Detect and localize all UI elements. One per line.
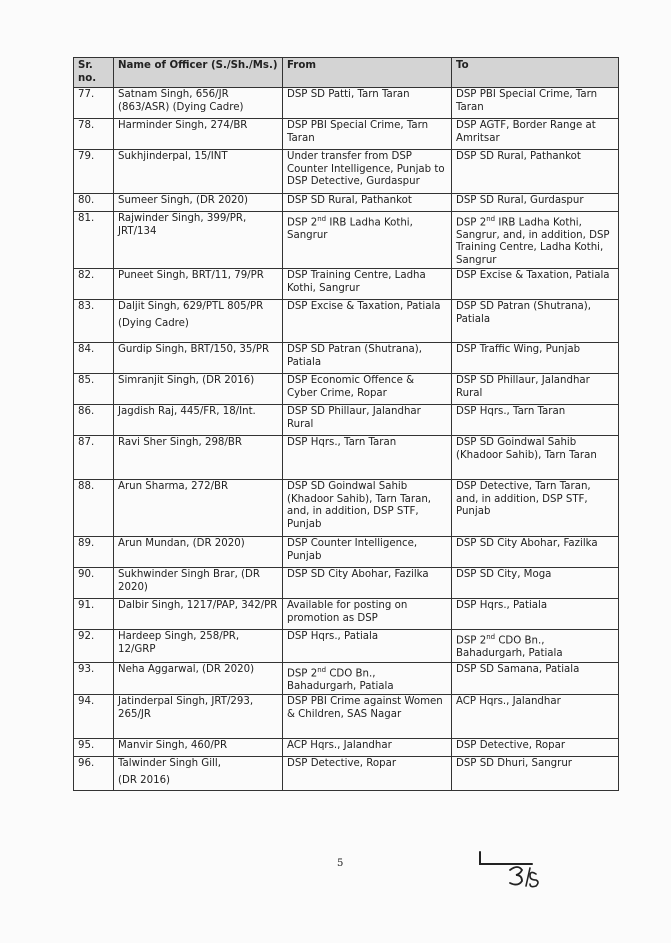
cell-from-text: DSP 2: [287, 668, 318, 680]
cell-name-text: Jatinderpal Singh, JRT/293, 265/JR: [118, 696, 254, 720]
cell-from-text: DSP Counter Intelligence, Punjab: [287, 538, 418, 562]
cell-to-text: DSP SD Rural, Pathankot: [456, 151, 581, 162]
cell-name: [114, 630, 283, 662]
cell-sr-text: 83.: [78, 301, 95, 313]
table-row: [74, 119, 619, 150]
cell-sr-text: 92.: [78, 631, 95, 643]
cell-to: [452, 194, 619, 212]
table-row: [74, 599, 619, 630]
cell-sr: [74, 119, 114, 150]
cell-name: [114, 374, 283, 405]
cell-to: [452, 480, 619, 537]
cell-from-text: DSP SD Rural, Pathankot: [287, 195, 412, 206]
header-to: To: [452, 58, 619, 88]
cell-from: [283, 300, 452, 343]
cell-from: [283, 630, 452, 662]
cell-sr: [74, 537, 114, 568]
table-row: [74, 568, 619, 599]
cell-to: [452, 88, 619, 119]
cell-sr: [74, 568, 114, 599]
cell-name-text: Sumeer Singh, (DR 2020): [118, 195, 249, 206]
cell-name-text: Arun Sharma, 272/BR: [118, 481, 229, 493]
cell-sr: [74, 88, 114, 119]
cell-sr-text: 94.: [78, 696, 95, 708]
cell-from: [283, 212, 452, 269]
cell-from: [283, 405, 452, 436]
table-row: [74, 269, 619, 300]
cell-name-extra-line: (DR 2016): [118, 774, 171, 786]
cell-to-text: DSP SD Goindwal Sahib (Khadoor Sahib), Tarn Taran: [456, 437, 597, 461]
cell-name-text: Rajwinder Singh, 399/PR, JRT/134: [118, 213, 247, 237]
cell-sr-text: 85.: [78, 375, 95, 387]
cell-from: [283, 194, 452, 212]
cell-to: [452, 343, 619, 374]
cell-name: [114, 300, 283, 343]
cell-to-text: DSP AGTF, Border Range at Amritsar: [456, 120, 596, 144]
cell-to: [452, 757, 619, 791]
cell-name: [114, 119, 283, 150]
cell-from-text: DSP Hqrs., Patiala: [287, 631, 379, 643]
cell-from: [283, 150, 452, 194]
cell-name-text: Hardeep Singh, 258/PR, 12/GRP: [118, 631, 240, 655]
cell-to-text: DSP Hqrs., Patiala: [456, 600, 548, 612]
table-row: [74, 194, 619, 212]
handwritten-signature: [474, 846, 554, 896]
cell-sr: [74, 150, 114, 194]
cell-to: [452, 269, 619, 300]
cell-name: [114, 537, 283, 568]
cell-name-text: Simranjit Singh, (DR 2016): [118, 375, 255, 387]
cell-name: [114, 599, 283, 630]
cell-sr-text: 81.: [78, 213, 95, 224]
cell-to-text: DSP SD Dhuri, Sangrur: [456, 758, 572, 770]
cell-name: [114, 150, 283, 194]
cell-name-text: Jagdish Raj, 445/FR, 18/Int.: [118, 406, 256, 418]
cell-from: [283, 599, 452, 630]
cell-from-text: DSP SD Phillaur, Jalandhar Rural: [287, 406, 421, 430]
cell-name: [114, 695, 283, 739]
cell-from: [283, 480, 452, 537]
cell-name-text: Manvir Singh, 460/PR: [118, 740, 228, 752]
cell-name-text: Talwinder Singh Gill,: [118, 758, 221, 770]
cell-name: [114, 480, 283, 537]
cell-from-text: DSP 2: [287, 217, 318, 229]
cell-from-superscript: nd: [317, 215, 327, 223]
cell-from-text: DSP SD Patran (Shutrana), Patiala: [287, 344, 422, 368]
page-number: 5: [337, 858, 344, 869]
cell-to: [452, 405, 619, 436]
cell-sr: [74, 269, 114, 300]
cell-sr-text: 84.: [78, 344, 95, 356]
cell-from-text: DSP SD Patti, Tarn Taran: [287, 89, 410, 100]
cell-from-text: ACP Hqrs., Jalandhar: [287, 740, 392, 752]
cell-from-text: Available for posting on promotion as DSP: [287, 600, 408, 624]
cell-to: [452, 599, 619, 630]
cell-sr: [74, 436, 114, 480]
cell-sr: [74, 695, 114, 739]
cell-to: [452, 695, 619, 739]
table-row: [74, 150, 619, 194]
cell-to-text: DSP Excise & Taxation, Patiala: [456, 270, 610, 282]
table-row: [74, 695, 619, 739]
header-from: From: [283, 58, 452, 88]
cell-name: [114, 343, 283, 374]
cell-from: [283, 374, 452, 405]
cell-from: [283, 537, 452, 568]
table-row: [74, 374, 619, 405]
cell-from: [283, 269, 452, 300]
cell-name: [114, 405, 283, 436]
table-row: [74, 662, 619, 694]
cell-sr-text: 86.: [78, 406, 95, 418]
header-name: Name of Officer (S./Sh./Ms.): [114, 58, 283, 88]
cell-to-text: DSP SD Phillaur, Jalandhar Rural: [456, 375, 590, 399]
cell-from: [283, 119, 452, 150]
cell-name-text: Harminder Singh, 274/BR: [118, 120, 248, 131]
table-row: [74, 405, 619, 436]
cell-sr-text: 89.: [78, 538, 95, 550]
cell-to: [452, 374, 619, 405]
cell-sr-text: 82.: [78, 270, 95, 282]
cell-sr: [74, 630, 114, 662]
cell-to-superscript: nd: [486, 215, 496, 223]
cell-name: [114, 88, 283, 119]
cell-name-text: Dalbir Singh, 1217/PAP, 342/PR: [118, 600, 278, 612]
cell-sr: [74, 194, 114, 212]
cell-from-text: DSP PBI Special Crime, Tarn Taran: [287, 120, 429, 144]
table-row: [74, 343, 619, 374]
cell-sr-text: 80.: [78, 195, 95, 206]
cell-to-text: DSP SD City Abohar, Fazilka: [456, 538, 598, 550]
cell-to: [452, 212, 619, 269]
cell-sr: [74, 599, 114, 630]
cell-to: [452, 568, 619, 599]
table-row: [74, 630, 619, 662]
cell-from: [283, 662, 452, 694]
table-row: [74, 480, 619, 537]
cell-from-text: DSP Economic Offence & Cyber Crime, Ropar: [287, 375, 415, 399]
cell-from-text: Under transfer from DSP Counter Intelligence, Punjab to DSP Detective, Gurdaspur: [287, 151, 445, 187]
cell-name-text: Ravi Sher Singh, 298/BR: [118, 437, 242, 449]
cell-sr: [74, 739, 114, 757]
table-header-row: [74, 58, 619, 88]
cell-to-text: DSP SD Patran (Shutrana), Patiala: [456, 301, 591, 325]
cell-to-text: DSP PBI Special Crime, Tarn Taran: [456, 89, 598, 113]
cell-to-text: IRB Ladha Kothi, Sangrur, and, in addition, DSP Training Centre, Ladha Kothi, Sangrur: [456, 217, 610, 266]
cell-sr-text: 78.: [78, 120, 95, 131]
cell-to-superscript: nd: [486, 633, 496, 642]
cell-sr: [74, 212, 114, 269]
cell-to: [452, 630, 619, 662]
cell-sr: [74, 662, 114, 694]
table-row: [74, 436, 619, 480]
cell-sr: [74, 343, 114, 374]
cell-name-text: Sukhwinder Singh Brar, (DR 2020): [118, 569, 260, 593]
cell-to-text: DSP 2: [456, 635, 487, 647]
cell-from-text: DSP SD Goindwal Sahib (Khadoor Sahib), Tarn Taran, and, in addition, DSP STF, Punjab: [287, 481, 432, 530]
table-row: [74, 537, 619, 568]
cell-sr: [74, 374, 114, 405]
cell-sr-text: 91.: [78, 600, 95, 612]
cell-sr: [74, 480, 114, 537]
cell-to: [452, 739, 619, 757]
cell-name-text: Neha Aggarwal, (DR 2020): [118, 663, 255, 675]
cell-from-text: CDO Bn., Bahadurgarh, Patiala: [287, 668, 394, 692]
cell-name-text: Puneet Singh, BRT/11, 79/PR: [118, 270, 264, 282]
table-row: [74, 88, 619, 119]
cell-name: [114, 212, 283, 269]
cell-from: [283, 695, 452, 739]
cell-name: [114, 662, 283, 694]
cell-name-text: Satnam Singh, 656/JR (863/ASR) (Dying Cadre): [118, 89, 244, 113]
cell-to: [452, 300, 619, 343]
cell-to-text: DSP Detective, Tarn Taran, and, in addition, DSP STF, Punjab: [456, 481, 591, 518]
cell-name: [114, 568, 283, 599]
cell-from: [283, 757, 452, 791]
cell-from-text: DSP Excise & Taxation, Patiala: [287, 301, 441, 313]
cell-to-text: DSP 2: [456, 217, 487, 229]
cell-to-text: DSP SD Samana, Patiala: [456, 663, 580, 675]
cell-from-text: DSP Detective, Ropar: [287, 758, 397, 770]
table-row: [74, 212, 619, 269]
cell-sr-text: 90.: [78, 569, 95, 581]
cell-to-text: DSP Hqrs., Tarn Taran: [456, 406, 566, 418]
cell-name-text: Sukhjinderpal, 15/INT: [118, 151, 228, 162]
cell-sr: [74, 757, 114, 791]
cell-from-text: DSP Hqrs., Tarn Taran: [287, 437, 397, 449]
cell-sr-text: 96.: [78, 758, 95, 770]
cell-sr-text: 95.: [78, 740, 95, 752]
cell-from-text: DSP PBI Crime against Women & Children, SAS Nagar: [287, 696, 443, 720]
cell-name-text: Daljit Singh, 629/PTL 805/PR: [118, 301, 264, 313]
cell-sr-text: 93.: [78, 663, 95, 675]
cell-from: [283, 568, 452, 599]
cell-name: [114, 194, 283, 212]
table-row: [74, 739, 619, 757]
cell-name: [114, 739, 283, 757]
cell-from-text: IRB Ladha Kothi, Sangrur: [287, 217, 413, 241]
cell-from-superscript: nd: [317, 665, 327, 674]
cell-to-text: ACP Hqrs., Jalandhar: [456, 696, 561, 708]
cell-sr-text: 79.: [78, 151, 95, 162]
cell-sr: [74, 300, 114, 343]
cell-from: [283, 436, 452, 480]
table-row: [74, 757, 619, 791]
cell-name: [114, 269, 283, 300]
cell-from: [283, 343, 452, 374]
table-row: [74, 300, 619, 343]
cell-to: [452, 436, 619, 480]
cell-sr-text: 88.: [78, 481, 95, 493]
cell-from-text: DSP SD City Abohar, Fazilka: [287, 569, 429, 581]
cell-name: [114, 436, 283, 480]
transfer-table: [73, 57, 619, 791]
cell-to-text: DSP Detective, Ropar: [456, 740, 566, 752]
cell-from-text: DSP Training Centre, Ladha Kothi, Sangrur: [287, 270, 426, 294]
cell-to-text: DSP SD Rural, Gurdaspur: [456, 195, 584, 206]
cell-name-text: Arun Mundan, (DR 2020): [118, 538, 245, 550]
cell-sr: [74, 405, 114, 436]
cell-from: [283, 739, 452, 757]
cell-to-text: DSP Traffic Wing, Punjab: [456, 344, 581, 356]
cell-to: [452, 537, 619, 568]
cell-to-text: DSP SD City, Moga: [456, 569, 552, 581]
cell-name: [114, 757, 283, 791]
cell-to: [452, 119, 619, 150]
cell-to: [452, 150, 619, 194]
cell-name-text: Gurdip Singh, BRT/150, 35/PR: [118, 344, 270, 356]
cell-from: [283, 88, 452, 119]
cell-name-extra-line: (Dying Cadre): [118, 317, 189, 329]
cell-sr-text: 77.: [78, 89, 95, 100]
header-sr: Sr. no.: [74, 58, 114, 88]
cell-sr-text: 87.: [78, 437, 95, 449]
cell-to-text: CDO Bn., Bahadurgarh, Patiala: [456, 635, 563, 660]
cell-to: [452, 662, 619, 694]
